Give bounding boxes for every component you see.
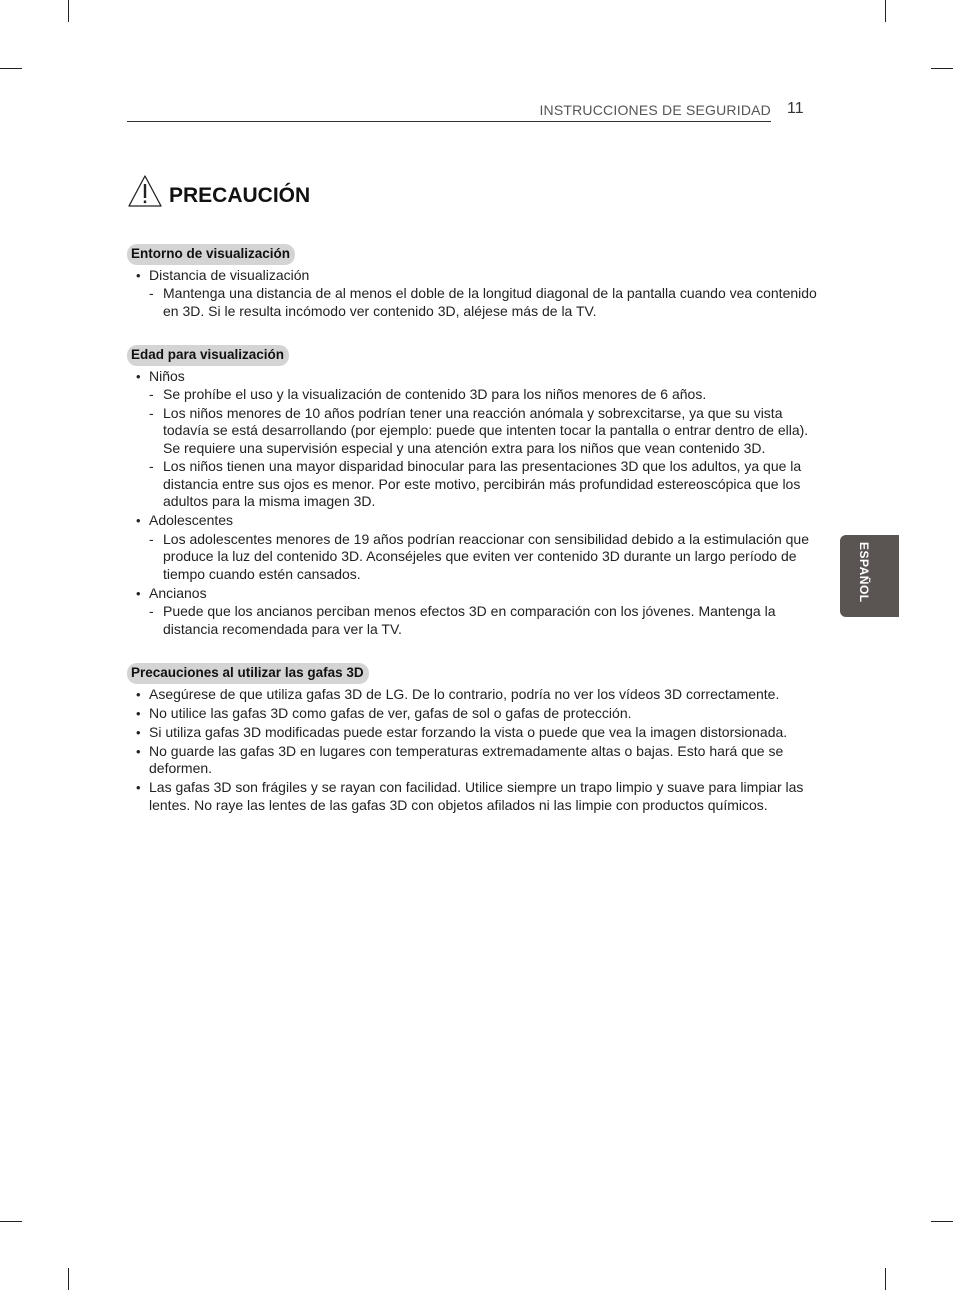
dash-list — [149, 603, 817, 638]
language-tab-label: ESPAÑOL — [857, 542, 871, 603]
dash-list — [149, 285, 817, 320]
crop-mark — [931, 1221, 953, 1222]
page-title-row — [127, 174, 310, 208]
bullet-text: Distancia de visualización — [149, 266, 310, 283]
running-header: INSTRUCCIONES DE SEGURIDAD — [539, 102, 771, 118]
dash-list — [149, 531, 817, 584]
bullet-item — [127, 743, 817, 778]
bullet-text: Asegúrese de que utiliza gafas 3D de LG. De lo contrario, podría no ver los vídeos 3D correctamente. — [149, 685, 780, 702]
bullet-item — [127, 585, 817, 639]
bullet-text: Niños — [149, 367, 185, 384]
bullet-list — [127, 267, 817, 321]
bullet-item — [127, 724, 817, 742]
main-content — [127, 244, 817, 839]
crop-mark — [68, 1268, 69, 1290]
bullet-text: Adolescentes — [149, 512, 234, 528]
section-heading: Entorno de visualización — [127, 244, 295, 265]
bullet-item — [127, 512, 817, 583]
dash-item: - Puede que los ancianos perciban menos efectos 3D en comparación con los jóvenes. Mantenga la distancia recomendada para ver la TV. — [149, 603, 817, 638]
page-title: PRECAUCIÓN — [169, 184, 311, 207]
bullet-item — [127, 368, 817, 511]
dash-item: - Los niños menores de 10 años podrían tener una reacción anómala y sobrexcitarse, ya que su vista todavía se está desarrollando (por ejemplo: puede que intenten tocar la pantalla o entrar dentro de ella). Se requiere una supervisión especial y una atención extra para los niños que vean contenido 3D. — [149, 405, 817, 458]
page-number: 11 — [787, 100, 804, 117]
section — [127, 345, 817, 638]
bullet-item — [127, 686, 817, 704]
dash-item: - Se prohíbe el uso y la visualización de contenido 3D para los niños menores de 6 años. — [149, 386, 817, 404]
dash-item: - Los niños tienen una mayor disparidad binocular para las presentaciones 3D que los adultos, ya que la distancia entre sus ojos es menor. Por este motivo, percibirán más profundidad estereoscópica que los adultos para la misma imagen 3D. — [149, 458, 817, 511]
bullet-list — [127, 686, 817, 815]
crop-mark — [68, 0, 69, 22]
bullet-list — [127, 368, 817, 639]
bullet-text: Ancianos — [149, 584, 207, 601]
section — [127, 244, 817, 320]
section-heading: Edad para visualización — [127, 345, 289, 366]
crop-mark — [885, 1268, 886, 1290]
bullet-text: Si utiliza gafas 3D modificadas puede estar forzando la vista o puede que vea la imagen distorsionada. — [149, 723, 788, 740]
header-rule — [127, 121, 771, 122]
dash-item: - Mantenga una distancia de al menos el doble de la longitud diagonal de la pantalla cuando vea contenido en 3D. Si le resulta incómodo ver contenido 3D, aléjese más de la TV. — [149, 285, 817, 320]
warning-triangle-icon — [127, 174, 163, 208]
dash-item: - Los adolescentes menores de 19 años podrían reaccionar con sensibilidad debido a la estimulación que produce la luz del contenido 3D. Aconséjeles que eviten ver contenido 3D durante un largo período de tiempo cuando estén cansados. — [149, 531, 817, 584]
section — [127, 663, 817, 814]
crop-mark — [0, 68, 22, 69]
section-heading: Precauciones al utilizar las gafas 3D — [127, 663, 369, 684]
bullet-item — [127, 779, 817, 814]
bullet-text: No utilice las gafas 3D como gafas de ver, gafas de sol o gafas de protección. — [149, 704, 632, 721]
bullet-item — [127, 705, 817, 723]
dash-list — [149, 386, 817, 511]
crop-mark — [931, 68, 953, 69]
crop-mark — [0, 1221, 22, 1222]
bullet-text: No guarde las gafas 3D en lugares con temperaturas extremadamente altas o bajas. Esto hará que se deformen. — [149, 742, 784, 776]
bullet-item — [127, 267, 817, 321]
crop-mark — [885, 0, 886, 22]
bullet-text: Las gafas 3D son frágiles y se rayan con facilidad. Utilice siempre un trapo limpio y suave para limpiar las lentes. No raye las lentes de las gafas 3D con objetos afilados ni las limpie con productos químicos. — [149, 779, 804, 813]
